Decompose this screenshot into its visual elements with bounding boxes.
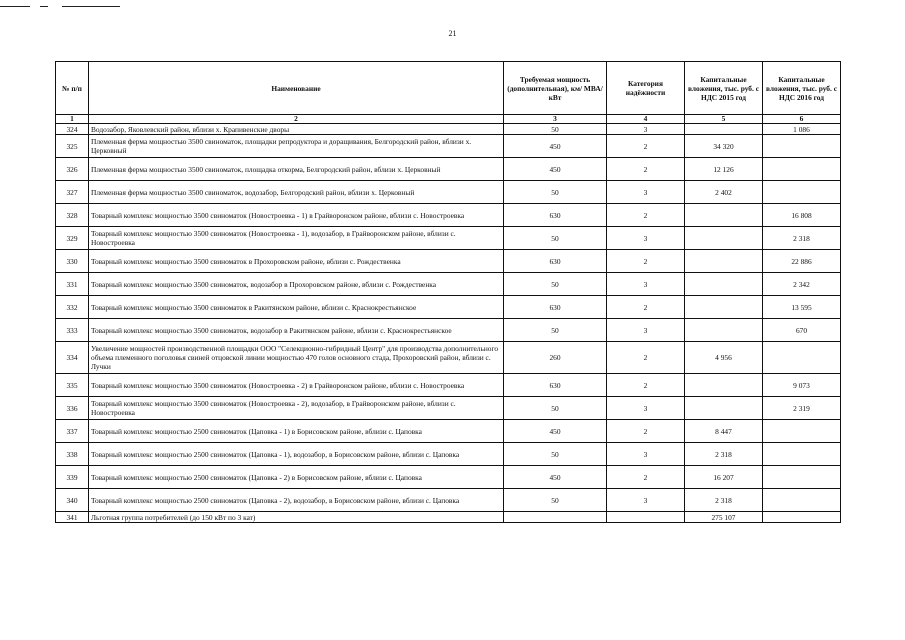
table-row [56,135,841,158]
row-capital-2016 [763,158,841,181]
header-power: Требуемая мощность (дополнительная), км/ МВА/ кВт [504,62,607,115]
row-number: 333 [56,319,89,342]
row-capital-2015 [685,296,763,319]
row-category: 2 [607,135,685,158]
row-power: 50 [504,443,607,466]
header-number: № п/п [56,62,89,115]
row-capital-2016: 9 073 [763,374,841,397]
column-number: 6 [763,115,841,124]
row-name: Увеличение мощностей производственной площадки ООО "Селекционно-гибридный Центр" для производства дополнительного объема племенного поголовья свиней отцовской линии мощностью 470 голов основного стада, Прохоровский район, вблизи с. Лучки [89,342,504,374]
table-row [56,420,841,443]
row-power: 450 [504,420,607,443]
column-number: 1 [56,115,89,124]
row-category: 2 [607,466,685,489]
row-number: 337 [56,420,89,443]
row-category: 3 [607,124,685,135]
row-capital-2015 [685,250,763,273]
row-capital-2015: 2 318 [685,489,763,512]
row-name: Товарный комплекс мощностью 3500 свиноматок, водозабор в Прохоровском районе, вблизи с. Рождественка [89,273,504,296]
row-capital-2016 [763,489,841,512]
row-capital-2016: 16 808 [763,204,841,227]
row-number: 330 [56,250,89,273]
row-capital-2015: 2 402 [685,181,763,204]
row-name: Товарный комплекс мощностью 2500 свиноматок (Цаповка - 2) в Борисовском районе, вблизи с. Цаповка [89,466,504,489]
row-number: 339 [56,466,89,489]
row-category: 3 [607,319,685,342]
row-name: Товарный комплекс мощностью 2500 свиноматок (Цаповка - 2), водозабор, в Борисовском районе, вблизи с. Цаповка [89,489,504,512]
row-name: Товарный комплекс мощностью 3500 свиноматок (Новостроевка - 2) в Грайворонском районе, вблизи с. Новостроевка [89,374,504,397]
row-capital-2015 [685,204,763,227]
row-capital-2016: 2 342 [763,273,841,296]
row-name: Товарный комплекс мощностью 2500 свиноматок (Цаповка - 1), водозабор, в Борисовском районе, вблизи с. Цаповка [89,443,504,466]
row-name: Товарный комплекс мощностью 3500 свиноматок в Ракитянском районе, вблизи с. Краснокрестьянское [89,296,504,319]
row-number: 341 [56,512,89,523]
row-name: Племенная ферма мощностью 3500 свиноматок, площадки репродуктора и доращивания, Белгородский район, вблизи х. Церковный [89,135,504,158]
row-category: 3 [607,181,685,204]
row-number: 329 [56,227,89,250]
table-row [56,397,841,420]
table-row [56,296,841,319]
row-power: 50 [504,397,607,420]
table-row [56,466,841,489]
row-number: 328 [56,204,89,227]
column-number: 2 [89,115,504,124]
row-capital-2016: 670 [763,319,841,342]
row-category: 2 [607,158,685,181]
row-category: 3 [607,273,685,296]
row-number: 331 [56,273,89,296]
row-power: 630 [504,204,607,227]
row-name: Товарный комплекс мощностью 3500 свиноматок в Прохоровском районе, вблизи с. Рождественка [89,250,504,273]
table-row [56,250,841,273]
row-capital-2015 [685,273,763,296]
row-number: 338 [56,443,89,466]
table-row [56,443,841,466]
table-row [56,204,841,227]
investment-table [55,61,841,523]
row-power: 450 [504,135,607,158]
row-power: 50 [504,227,607,250]
table-header-row [56,62,841,115]
row-capital-2016 [763,512,841,523]
row-power: 630 [504,296,607,319]
row-capital-2015: 2 318 [685,443,763,466]
row-power: 50 [504,489,607,512]
row-category: 2 [607,250,685,273]
row-power: 630 [504,250,607,273]
row-capital-2016: 2 318 [763,227,841,250]
row-number: 324 [56,124,89,135]
row-category: 3 [607,227,685,250]
top-left-rule-long [62,6,120,7]
header-category: Категория надёжности [607,62,685,115]
row-number: 340 [56,489,89,512]
row-category: 2 [607,420,685,443]
row-number: 334 [56,342,89,374]
header-name: Наименование [89,62,504,115]
row-power: 630 [504,374,607,397]
table-row [56,158,841,181]
row-category: 2 [607,374,685,397]
row-power: 260 [504,342,607,374]
row-name: Льготная группа потребителей (до 150 кВт по 3 кат) [89,512,504,523]
row-number: 332 [56,296,89,319]
column-number: 5 [685,115,763,124]
row-name: Товарный комплекс мощностью 3500 свиноматок (Новостроевка - 1) в Грайворонском районе, вблизи с. Новостроевка [89,204,504,227]
header-capital-2016: Капитальные вложения, тыс. руб. с НДС 2016 год [763,62,841,115]
row-category: 2 [607,296,685,319]
row-capital-2015: 34 320 [685,135,763,158]
table-row [56,512,841,523]
row-capital-2015: 16 207 [685,466,763,489]
row-category: 3 [607,443,685,466]
row-name: Племенная ферма мощностью 3500 свиноматок, водозабор, Белгородский район, вблизи х. Церковный [89,181,504,204]
row-name: Товарный комплекс мощностью 3500 свиноматок (Новостроевка - 1), водозабор, в Грайворонском районе, вблизи с. Новостроевка [89,227,504,250]
row-capital-2015: 12 126 [685,158,763,181]
table-row [56,342,841,374]
row-capital-2016 [763,135,841,158]
row-category: 3 [607,489,685,512]
row-capital-2016 [763,466,841,489]
row-capital-2015 [685,319,763,342]
table-row [56,273,841,296]
table-row [56,227,841,250]
row-power [504,512,607,523]
row-name: Товарный комплекс мощностью 3500 свиноматок, водозабор в Ракитянском районе, вблизи с. Краснокрестьянское [89,319,504,342]
row-number: 335 [56,374,89,397]
row-capital-2016 [763,342,841,374]
column-number: 4 [607,115,685,124]
header-capital-2015: Капитальные вложения, тыс. руб. с НДС 2015 год [685,62,763,115]
row-capital-2016: 2 319 [763,397,841,420]
table-row [56,489,841,512]
row-capital-2016: 22 886 [763,250,841,273]
column-number: 3 [504,115,607,124]
row-capital-2015 [685,124,763,135]
row-category: 3 [607,397,685,420]
row-category: 2 [607,204,685,227]
row-capital-2016: 1 086 [763,124,841,135]
row-category [607,512,685,523]
row-capital-2016: 13 595 [763,296,841,319]
row-number: 327 [56,181,89,204]
row-power: 50 [504,124,607,135]
row-capital-2015: 4 956 [685,342,763,374]
top-left-rule [0,6,30,7]
row-name: Племенная ферма мощностью 3500 свиноматок, площадка откорма, Белгородский район, вблизи х. Церковный [89,158,504,181]
table-row [56,124,841,135]
table-row [56,181,841,204]
row-power: 450 [504,158,607,181]
row-power: 450 [504,466,607,489]
row-capital-2015: 8 447 [685,420,763,443]
row-capital-2015 [685,374,763,397]
row-power: 50 [504,181,607,204]
row-number: 326 [56,158,89,181]
row-capital-2016 [763,420,841,443]
row-number: 325 [56,135,89,158]
row-number: 336 [56,397,89,420]
row-power: 50 [504,273,607,296]
table-row [56,319,841,342]
row-category: 2 [607,342,685,374]
row-name: Товарный комплекс мощностью 3500 свиноматок (Новостроевка - 2), водозабор, в Грайворонском районе, вблизи с. Новостроевка [89,397,504,420]
row-capital-2015: 275 107 [685,512,763,523]
column-numbers-row [56,115,841,124]
row-capital-2016 [763,181,841,204]
table-row [56,374,841,397]
row-capital-2015 [685,397,763,420]
row-capital-2016 [763,443,841,466]
row-capital-2015 [685,227,763,250]
row-power: 50 [504,319,607,342]
row-name: Водозабор, Яковлевский район, вблизи х. Крапивенские дворы [89,124,504,135]
row-name: Товарный комплекс мощностью 2500 свиноматок (Цаповка - 1) в Борисовском районе, вблизи с. Цаповка [89,420,504,443]
page-number: 21 [448,29,457,38]
top-left-rule-dash [40,6,48,7]
